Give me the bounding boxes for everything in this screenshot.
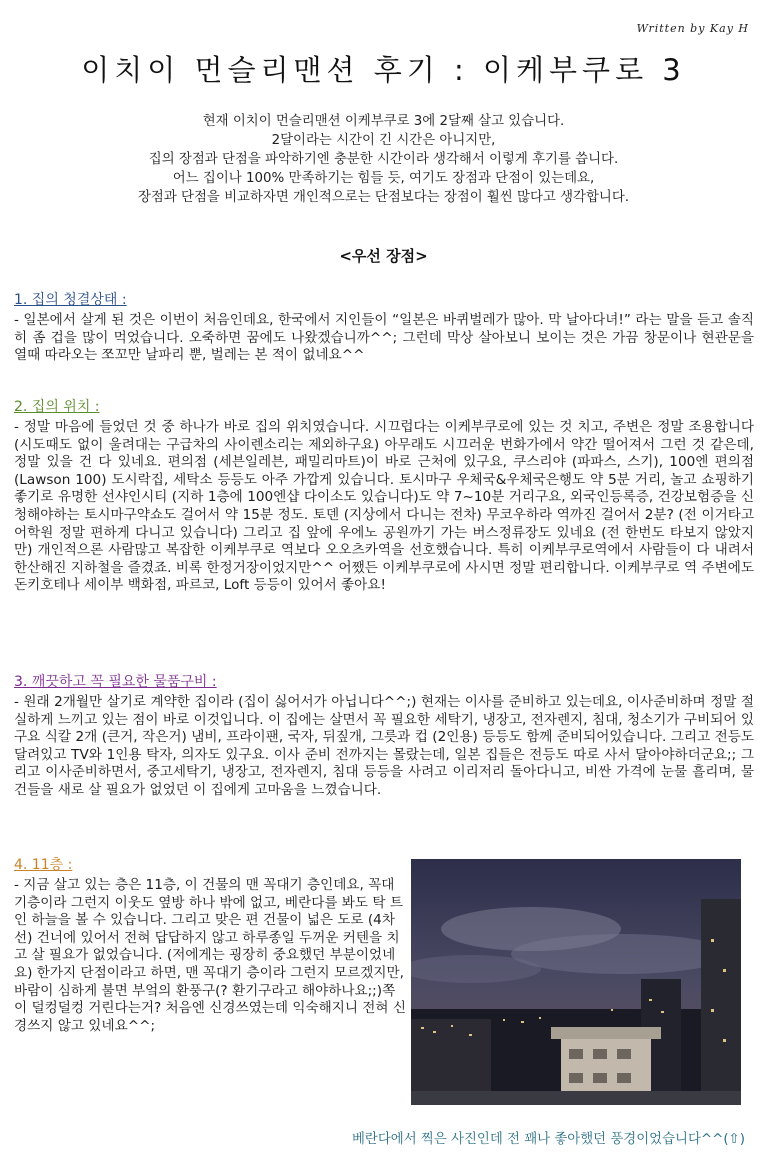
- section-11th-floor: [14, 855, 406, 1035]
- section-heading: 3. 깨끗하고 꼭 필요한 물품구비 :: [14, 674, 217, 690]
- pros-heading: <우선 장점>: [339, 247, 428, 265]
- section-body: - 일본에서 살게 된 것은 이번이 처음인데요, 한국에서 지인들이 “일본은 바퀴벌레가 많아. 막 날아다녀!” 라는 말을 듣고 솔직히 좀 겁을 많이 먹었습니다. 오죽하면 꿈에도 나왔겠습니까^^; 그런데 막상 살아보니 보이는 것은 가끔 창문이나 현관문을 열때 따라오는 쪼꼬만 날파리 뿐, 벌레는 본 적이 없네요^^: [14, 312, 754, 364]
- intro-line: 어느 집이나 100% 만족하기는 힘들 듯, 여기도 장점과 단점이 있는데요,: [172, 171, 595, 186]
- section-heading: 1. 집의 청결상태 :: [14, 292, 127, 308]
- section-heading: 4. 11층 :: [14, 857, 73, 873]
- section-body: - 원래 2개월만 살기로 계약한 집이라 (집이 싫어서가 아닙니다^^;) 현재는 이사를 준비하고 있는데요, 이사준비하며 정말 절실하게 느끼고 있는 점이 바로 이것입니다. 이 집에는 살면서 꼭 필요한 세탁기, 냉장고, 전자렌지, 침대, 청소기가 구비되어 있구요 식칼 2개 (큰거, 작은거) 냄비, 프라이팬, 국자, 뒤짚개, 그릇과 컵 (2인용) 등등도 함께 준비되어있습니다. 그리고 전등도 달려있고 TV와 1인용 탁자, 의자도 있구요. 이사 준비 전까지는 몰랐는데, 일본 집들은 전등도 따로 사서 달아야하더군요;; 그리고 이사준비하면서, 중고세탁기, 냉장고, 전자렌지, 침대 등등을 사려고 이리저리 돌아다니고, 비싼 가격에 눈물 흘리며, 물건들을 새로 살 필요가 없었던 이 집에게 고마움을 느꼈습니다.: [14, 694, 754, 798]
- intro-line: 장점과 단점을 비교하자면 개인적으로는 단점보다는 장점이 훨씬 많다고 생각합니다.: [137, 190, 630, 205]
- section-body: - 정말 마음에 들었던 것 중 하나가 바로 집의 위치였습니다. 시끄럽다는 이케부쿠로에 있는 것 치고, 주변은 정말 조용합니다 (시도때도 없이 울려대는 구급차의 사이렌소리는 제외하구요) 아무래도 시끄러운 번화가에서 약간 떨어져서 그런 것 같은데, 정말 있을 건 다 있네요. 편의점 (세븐일레븐, 패밀리마트)이 바로 근처에 있구요, 쿠스리야 (파파스, 스기), 100엔 편의점 (Lawson 100) 도시락집, 세탁소 등등도 아주 가깝게 있습니다. 토시마구 우체국&우체국은행도 약 5분 거리, 놀고 쇼핑하기 좋기로 유명한 선샤인시티 (지하 1층에 100엔샵 다이소도 있습니다)도 약 7~10분 거리구요, 외국인등록증, 건강보험증을 신청해야하는 토시마구약쇼도 걸어서 약 15분 정도. 토덴 (지상에서 다니는 전차) 무코우하라 역까진 걸어서 2분? (전 이거타고 어학원 정말 편하게 다니고 있습니다) 그리고 집 앞에 우에노 공원까기 가는 버스정류장도 있네요 (전 한번도 타보지 않았지만) 개인적으론 사람많고 복잡한 이케부쿠로 역보다 오오츠카역을 선호했습니다. 특히 이케부쿠로역에서 사람들이 다 내려서 한산해진 지하철을 즐겼죠. 비록 한정거장이었지만^^ 어쨌든 이케부쿠로에 사시면 정말 편리합니다. 이케부쿠로 역 주변에도 돈키호테나 세이부 백화점, 파르코, Loft 등등이 있어서 좋아요!: [14, 419, 754, 594]
- intro-paragraph: [0, 112, 767, 207]
- section-cleanliness: [14, 290, 754, 365]
- author-signature: Written by Kay H: [636, 22, 749, 35]
- balcony-night-photo: [411, 859, 741, 1105]
- intro-line: 2달이라는 시간이 긴 시간은 아니지만,: [271, 133, 496, 148]
- page-title: 이치이 먼슬리맨션 후기 : 이케부쿠로 3: [81, 53, 686, 87]
- section-location: [14, 397, 754, 595]
- intro-line: 현재 이치이 먼슬리맨션 이케부쿠로 3에 2달째 살고 있습니다.: [202, 114, 565, 129]
- section-body: - 지금 살고 있는 층은 11층, 이 건물의 맨 꼭대기 층인데요, 꼭대기층이라 그런지 이웃도 옆방 하나 밖에 없고, 베란다를 봐도 탁 트인 하늘을 볼 수 있습니다. 그리고 맞은 편 건물이 넓은 도로 (4차선) 건너에 있어서 전혀 답답하지 않고 하루종일 두꺼운 커텐을 치고 살 필요가 없었습니다. (저에게는 굉장히 중요했던 부분이었네요) 한가지 단점이라고 하면, 맨 꼭대기 층이라 그런지 모르겠지만, 바람이 심하게 불면 부엌의 환풍구(? 환기구라고 해야하나요;;)쪽이 덜컹덜컹 거린다는거? 처음엔 신경쓰였는데 익숙해지니 전혀 신경쓰지 않고 있네요^^;: [14, 877, 407, 1034]
- intro-line: 집의 장점과 단점을 파악하기엔 충분한 시간이라 생각해서 이렇게 후기를 씁니다.: [148, 152, 619, 167]
- section-furnishings: [14, 672, 754, 800]
- photo-caption: 베란다에서 찍은 사진인데 전 꽤나 좋아했던 풍경이었습니다^^(⇧): [351, 1132, 745, 1147]
- section-heading: 2. 집의 위치 :: [14, 399, 100, 415]
